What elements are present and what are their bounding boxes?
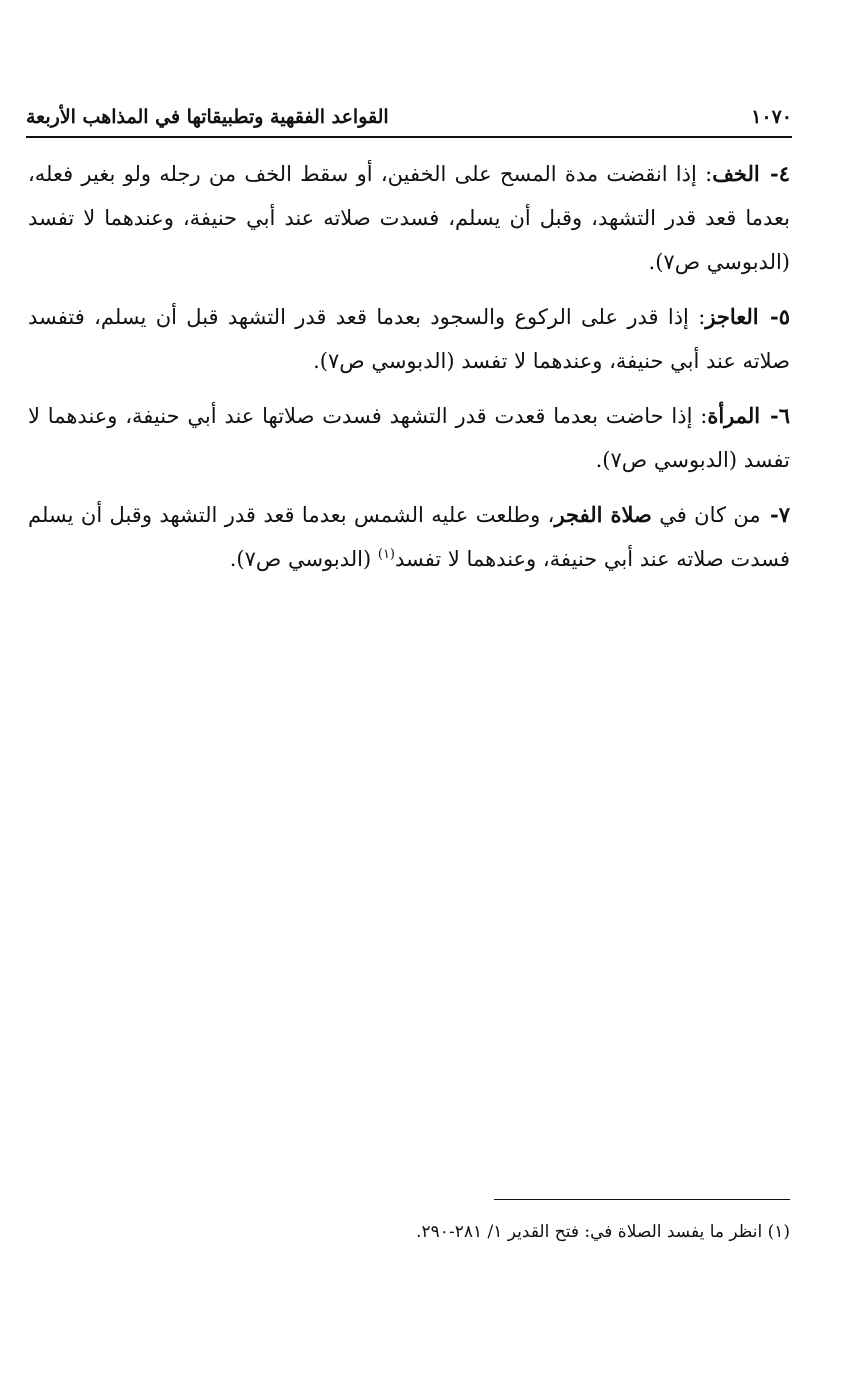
footnote-divider [494,1199,790,1200]
footnote: (١) انظر ما يفسد الصلاة في: فتح القدير ١/ ٢٨١-٢٩٠. [416,1222,790,1242]
entry-prefix: من كان في [651,503,761,527]
entry-text-end: (الدبوسي ص٧). [229,547,378,571]
entry-term: صلاة الفجر [554,502,652,527]
entry-text: : إذا حاضت بعدما قعدت قدر التشهد فسدت صلاتها عند أبي حنيفة، وعندهما لا تفسد (الدبوسي ص٧). [28,404,790,472]
entry-number: ٤- [770,161,790,186]
entry-number: ٦- [769,403,790,428]
entry-term: الخف [712,161,760,186]
main-text [28,152,790,592]
entry-text: ، وطلعت عليه الشمس بعدما قعد قدر التشهد وقبل أن يسلم فسدت صلاته عند أبي حنيفة، وعندهما لا تفسد [28,503,790,571]
paragraph-entry-6 [28,394,790,482]
paragraph-entry-7 [28,493,790,581]
entry-text: : إذا قدر على الركوع والسجود بعدما قعد قدر التشهد قبل أن يسلم، فتفسد صلاته عند أبي حنيفة، وعندهما لا تفسد (الدبوسي ص٧). [28,305,790,373]
entry-term: المرأة [707,403,761,428]
entry-number: ٧- [769,502,790,527]
paragraph-entry-4 [28,152,790,284]
footnote-marker: (١) [377,547,395,562]
running-title: القواعد الفقهية وتطبيقاتها في المذاهب الأربعة [26,106,389,128]
page-number: ١٠٧٠ [751,106,792,128]
entry-text: : إذا انقضت مدة المسح على الخفين، أو سقط الخف من رجله ولو بغير فعله، بعدما قعد قدر التشهد، وقبل أن يسلم، فسدت صلاته عند أبي حنيفة، وعندهما لا تفسد (الدبوسي ص٧). [28,162,790,274]
entry-number: ٥- [770,304,790,329]
page-header [26,96,792,138]
paragraph-entry-5 [28,295,790,383]
entry-term: العاجز [705,304,759,329]
